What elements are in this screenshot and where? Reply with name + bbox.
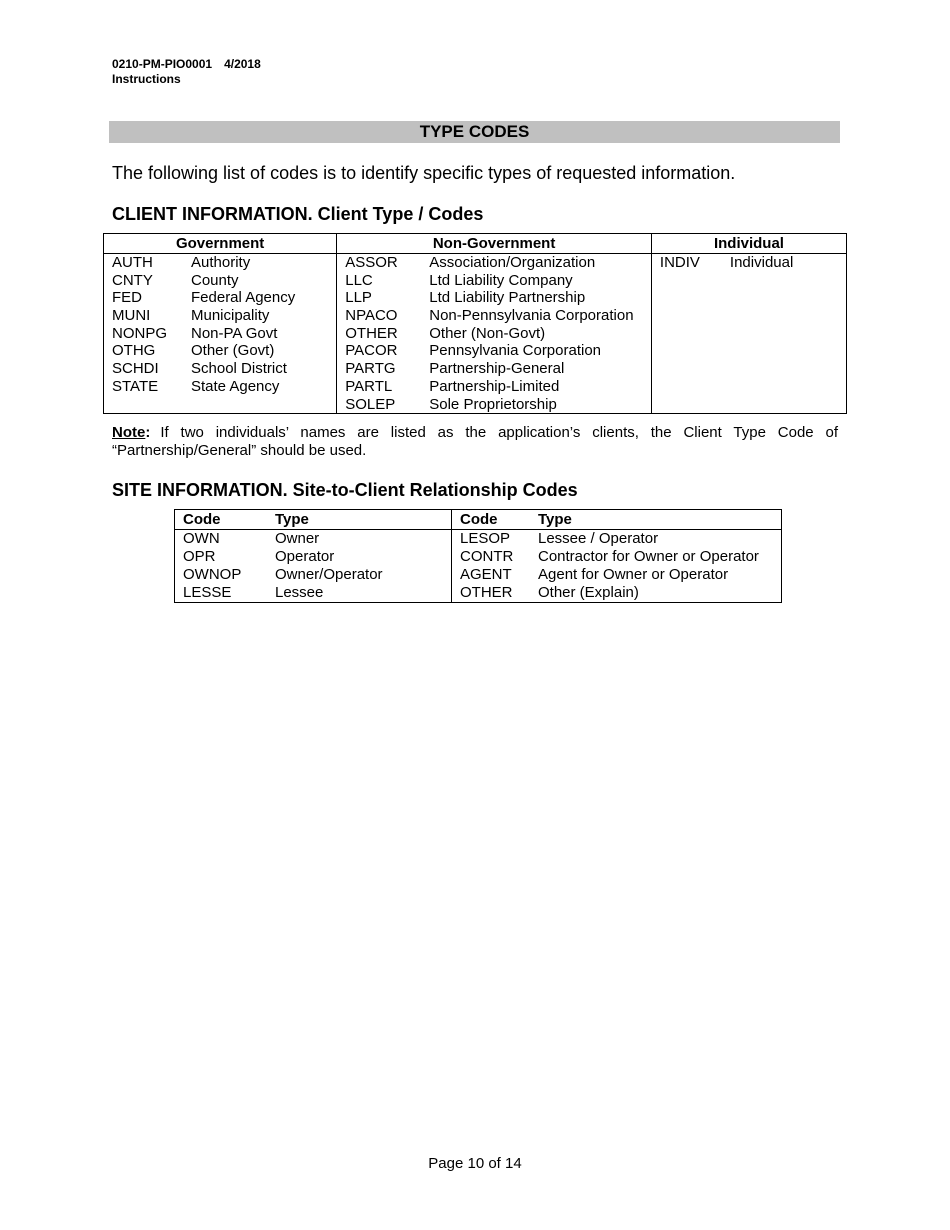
code-value: FED: [112, 289, 142, 307]
client-note: [112, 424, 838, 460]
client-type-table: [103, 233, 847, 414]
code-label: Partnership-General: [429, 360, 565, 378]
site-table-body: [175, 530, 782, 603]
code-entry: [345, 289, 651, 307]
site-type-right: Other (Explain): [538, 584, 639, 601]
code-entry: [345, 254, 651, 272]
site-code-right: OTHER: [460, 584, 513, 601]
code-entry: [345, 342, 651, 360]
code-entry: [660, 254, 846, 272]
non-government-code-list: [337, 254, 651, 413]
code-label: Authority: [191, 254, 251, 271]
code-entry: [112, 360, 336, 378]
code-value: ASSOR: [345, 254, 398, 271]
code-label: School District: [191, 360, 287, 378]
code-label: Pennsylvania Corporation: [429, 342, 602, 360]
site-type-left: Lessee: [275, 584, 452, 603]
code-label: Ltd Liability Partnership: [429, 289, 586, 307]
site-code-left: OPR: [183, 548, 216, 565]
code-label: Federal Agency: [191, 289, 296, 307]
site-type-right: Agent for Owner or Operator: [538, 566, 729, 583]
individual-code-list: [652, 254, 846, 272]
code-value: INDIV: [659, 254, 700, 271]
site-type-right: Contractor for Owner or Operator: [538, 548, 759, 565]
site-code-right: AGENT: [460, 566, 512, 583]
individual-header: Individual: [651, 234, 846, 254]
site-type-left: Owner: [275, 530, 452, 549]
site-relationship-table: [174, 509, 782, 603]
code-label: County: [191, 271, 239, 289]
code-value: OTHG: [112, 342, 156, 360]
code-header-left: Code: [175, 510, 276, 530]
code-header-right: Code: [452, 510, 539, 530]
site-type-right: Lessee / Operator: [538, 530, 659, 547]
note-text: If two individuals’ names are listed as the application’s clients, the Client Type Code of “Partnership/General” should be used.: [112, 424, 838, 459]
table-row: [175, 530, 782, 549]
form-subtitle: Instructions: [112, 72, 181, 86]
non-government-header: Non-Government: [337, 234, 652, 254]
site-code-right: CONTR: [460, 548, 514, 565]
type-header-left: Type: [275, 510, 452, 530]
code-value: STATE: [112, 377, 159, 395]
code-entry: [112, 254, 336, 272]
site-code-left: OWNOP: [183, 566, 242, 583]
code-label: Sole Proprietorship: [429, 395, 557, 413]
code-entry: [345, 325, 651, 343]
code-entry: [112, 378, 336, 396]
code-entry: [345, 272, 651, 290]
code-entry: [112, 272, 336, 290]
type-header-right: Type: [538, 510, 782, 530]
code-value: OTHER: [345, 324, 398, 342]
government-column: [104, 254, 337, 414]
site-code-left: OWN: [183, 530, 220, 547]
site-section-heading: SITE INFORMATION. Site-to-Client Relationship Codes: [112, 480, 578, 500]
code-entry: [345, 378, 651, 396]
code-label: Other (Non-Govt): [429, 324, 546, 342]
code-label: Ltd Liability Company: [429, 271, 573, 289]
type-codes-banner: TYPE CODES: [109, 121, 840, 143]
table-row: [175, 584, 782, 603]
form-number: 0210-PM-PIO0001: [112, 57, 213, 71]
table-row: [175, 566, 782, 584]
code-entry: [112, 289, 336, 307]
site-type-left: Owner/Operator: [275, 566, 452, 584]
government-code-list: [104, 254, 336, 396]
code-label: Other (Govt): [191, 342, 275, 360]
code-label: Municipality: [191, 307, 270, 325]
code-label: Individual: [729, 254, 794, 271]
form-id-line: [112, 57, 261, 72]
code-value: AUTH: [112, 254, 153, 271]
non-government-column: [337, 254, 652, 414]
code-entry: [112, 307, 336, 325]
site-code-left: LESSE: [183, 584, 232, 601]
code-value: LLP: [345, 289, 372, 307]
note-colon: :: [145, 424, 151, 441]
client-section-heading: CLIENT INFORMATION. Client Type / Codes: [112, 204, 484, 224]
code-entry: [345, 360, 651, 378]
individual-column: [651, 254, 846, 414]
code-value: NONPG: [112, 324, 168, 342]
code-label: Partnership-Limited: [429, 377, 560, 395]
site-code-right: LESOP: [460, 530, 511, 547]
site-type-left: Operator: [275, 548, 452, 566]
code-value: PACOR: [345, 342, 398, 360]
code-value: CNTY: [112, 271, 153, 289]
code-label: Non-PA Govt: [191, 324, 278, 342]
table-row: [175, 548, 782, 566]
document-header: [112, 57, 261, 87]
code-label: Association/Organization: [429, 254, 596, 271]
code-value: PARTG: [345, 360, 396, 378]
code-label: State Agency: [191, 377, 280, 395]
code-entry: [345, 396, 651, 414]
code-value: MUNI: [112, 307, 151, 325]
code-value: NPACO: [345, 307, 398, 325]
page-number: Page 10 of 14: [428, 1155, 522, 1172]
government-header: Government: [104, 234, 337, 254]
code-entry: [112, 325, 336, 343]
code-value: LLC: [345, 271, 373, 289]
code-value: SCHDI: [112, 360, 159, 378]
code-label: Non-Pennsylvania Corporation: [429, 307, 634, 325]
code-value: SOLEP: [345, 395, 396, 413]
code-value: PARTL: [345, 377, 393, 395]
form-date: 4/2018: [224, 57, 261, 71]
code-entry: [345, 307, 651, 325]
intro-text: The following list of codes is to identify specific types of requested information.: [112, 163, 736, 183]
code-entry: [112, 342, 336, 360]
note-label: Note: [112, 424, 146, 441]
